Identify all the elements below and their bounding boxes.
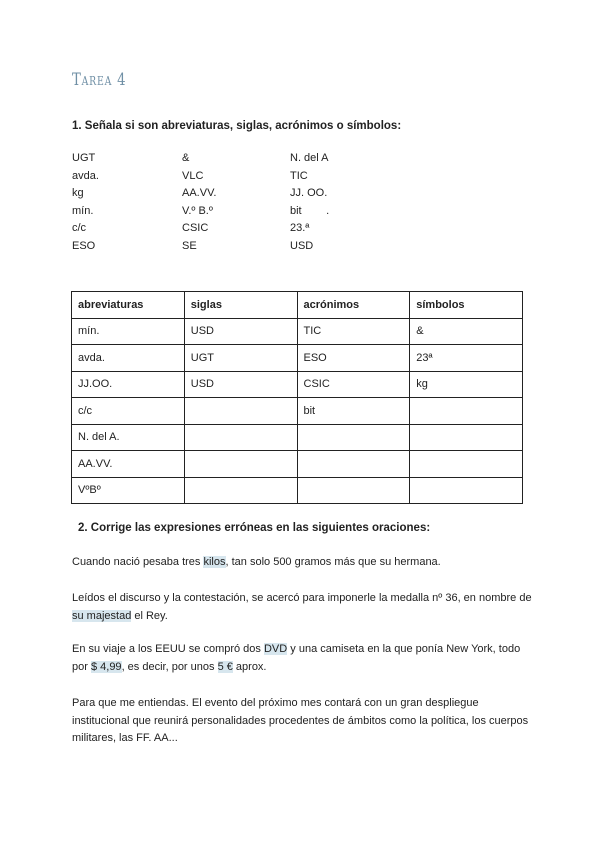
- question-1: 1. Señala si son abreviaturas, siglas, acrónimos o símbolos:: [72, 120, 402, 132]
- word-cell: 23.ª: [290, 222, 310, 235]
- highlighted-error: 5 €: [217, 660, 233, 673]
- sentence-text: , tan solo 500 gramos más que su hermana.: [225, 556, 441, 568]
- classification-table: [71, 291, 523, 504]
- table-cell: USD: [184, 371, 297, 398]
- table-cell: [184, 398, 297, 425]
- table-row: [72, 424, 523, 451]
- table-row: [72, 398, 523, 425]
- table-cell: [297, 451, 410, 478]
- table-cell: 23ª: [410, 345, 523, 372]
- word-cell: V.º B.º: [182, 204, 213, 217]
- table-cell: [184, 477, 297, 504]
- table-cell: [410, 451, 523, 478]
- word-cell: bit .: [290, 204, 330, 217]
- sentence-text: aprox.: [232, 660, 267, 673]
- header-siglas: siglas: [184, 292, 297, 319]
- word-cell: ESO: [72, 239, 96, 252]
- word-cell: TIC: [290, 169, 308, 182]
- table-row: [72, 345, 523, 372]
- table-cell: VºBº: [72, 477, 185, 504]
- word-cell: CSIC: [182, 222, 209, 235]
- page-title: Tarea 4: [72, 70, 127, 90]
- table-cell: N. del A.: [72, 424, 185, 451]
- table-header-row: [72, 292, 523, 319]
- highlighted-error: su majestad: [72, 609, 132, 622]
- sentence-1: [72, 554, 532, 572]
- table-cell: [297, 477, 410, 504]
- word-cell: USD: [290, 239, 314, 252]
- word-cell: N. del A: [290, 152, 329, 164]
- word-cell: avda.: [72, 169, 99, 182]
- table-cell: [184, 424, 297, 451]
- word-cell: AA.VV.: [182, 187, 217, 200]
- sentence-4: Para que me entiendas. El evento del próximo mes contará con un gran despliegue institucional que reunirá personalidades procedentes de ámbitos como la política, los cuerpos militares, las FF. AA...: [72, 697, 529, 744]
- table-cell: UGT: [184, 345, 297, 372]
- table-row: [72, 477, 523, 504]
- header-simbolos: símbolos: [410, 292, 523, 319]
- table-cell: kg: [410, 371, 523, 398]
- table-cell: [410, 477, 523, 504]
- sentence-3: [72, 641, 532, 676]
- sentence-text: el Rey.: [131, 609, 168, 622]
- word-grid: [72, 152, 390, 258]
- sentence-text: Cuando nació pesaba tres: [72, 556, 204, 568]
- word-cell: mín.: [72, 204, 94, 217]
- table-cell: [410, 424, 523, 451]
- table-row: [72, 371, 523, 398]
- word-cell: VLC: [182, 169, 204, 182]
- table-cell: [297, 424, 410, 451]
- table-row: [72, 318, 523, 345]
- word-cell: &: [182, 152, 190, 164]
- highlighted-error: $ 4,99: [90, 660, 122, 673]
- table-cell: TIC: [297, 318, 410, 345]
- table-cell: CSIC: [297, 371, 410, 398]
- table-cell: JJ.OO.: [72, 371, 185, 398]
- sentence-text: y una camiseta en la que ponía New York, todo por: [72, 643, 521, 673]
- table-cell: avda.: [72, 345, 185, 372]
- table-cell: [410, 398, 523, 425]
- word-cell: UGT: [72, 152, 96, 164]
- word-cell: SE: [182, 239, 197, 252]
- header-abreviaturas: abreviaturas: [72, 292, 185, 319]
- sentence-text: , es decir, por unos: [121, 660, 218, 673]
- table-cell: &: [410, 318, 523, 345]
- table-cell: mín.: [72, 318, 185, 345]
- word-cell: c/c: [72, 222, 87, 235]
- highlighted-error: kilos: [203, 556, 226, 568]
- highlighted-error: DVD: [263, 643, 288, 655]
- table-cell: c/c: [72, 398, 185, 425]
- sentence-text: En su viaje a los EEUU se compró dos: [72, 643, 264, 655]
- word-cell: kg: [72, 187, 84, 200]
- table-cell: USD: [184, 318, 297, 345]
- sentence-text: Leídos el discurso y la contestación, se acercó para imponerle la medalla nº 36, en nombre de: [72, 592, 532, 604]
- header-acronimos: acrónimos: [297, 292, 410, 319]
- question-2: 2. Corrige las expresiones erróneas en las siguientes oraciones:: [78, 522, 431, 534]
- table-cell: ESO: [297, 345, 410, 372]
- word-cell: JJ. OO.: [290, 187, 328, 200]
- table-row: [72, 451, 523, 478]
- table-cell: AA.VV.: [72, 451, 185, 478]
- sentence-2: [72, 590, 532, 625]
- table-cell: [184, 451, 297, 478]
- table-cell: bit: [297, 398, 410, 425]
